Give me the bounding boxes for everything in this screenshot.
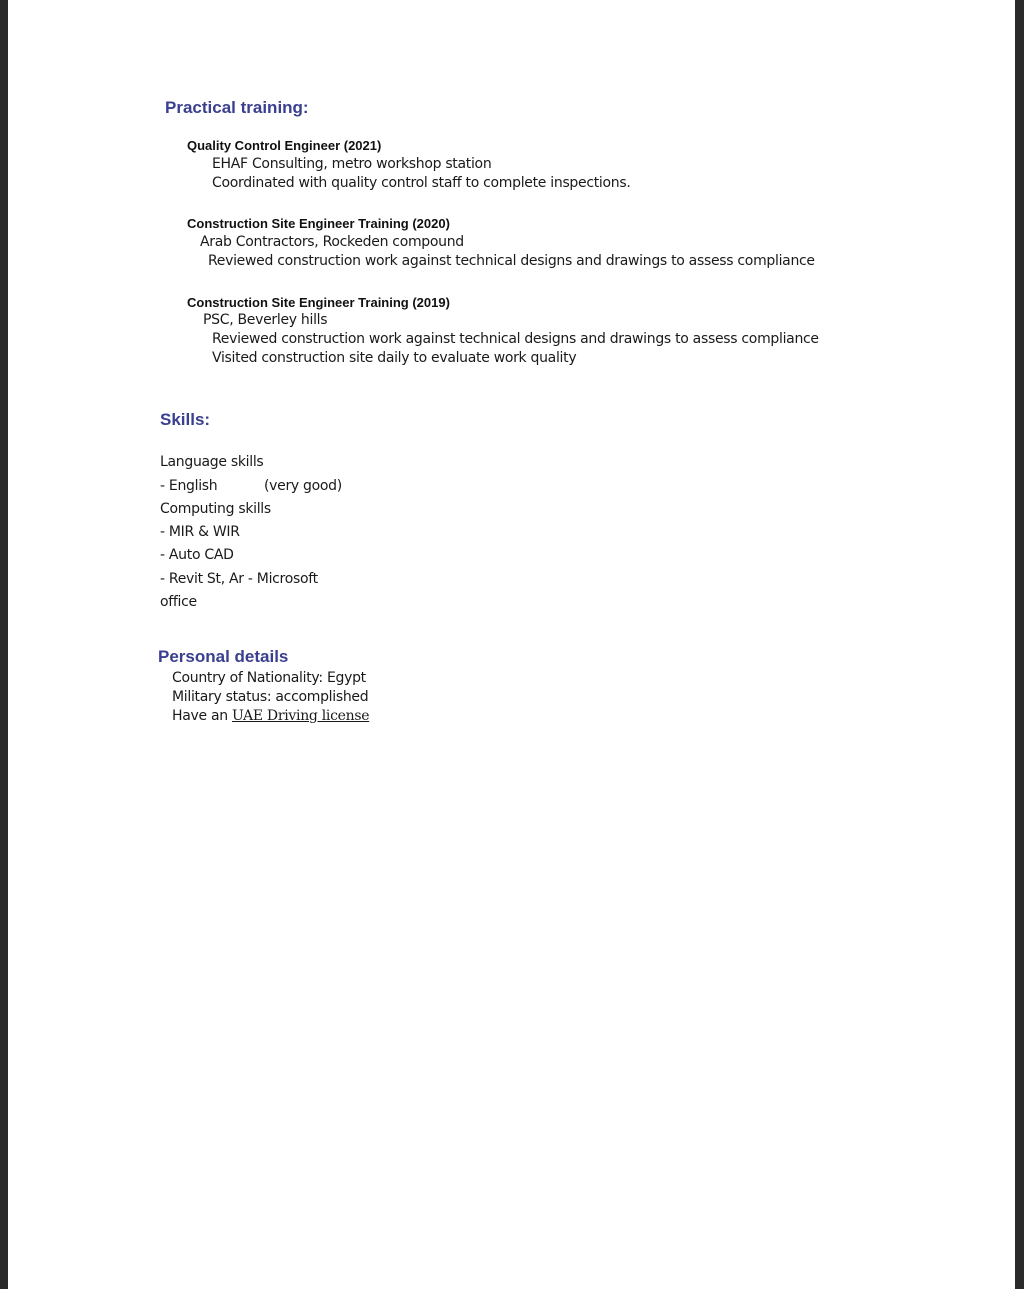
computing-skills-label: Computing skills [160, 501, 271, 517]
military-status-text: Military status: accomplished [172, 689, 369, 705]
training-company-1: EHAF Consulting, metro workshop station [212, 156, 492, 172]
skill-item: - Revit St, Ar - Microsoft [160, 571, 318, 587]
training-company-2: Arab Contractors, Rockeden compound [200, 234, 464, 250]
training-detail-3b: Visited construction site daily to evaluate work quality [212, 350, 577, 366]
practical-training-heading: Practical training: [165, 98, 309, 117]
training-company-3: PSC, Beverley hills [203, 312, 328, 328]
training-title-3: Construction Site Engineer Training (2019) [187, 295, 450, 310]
nationality-text: Country of Nationality: Egypt [172, 670, 366, 686]
skill-english-level: (very good) [264, 478, 342, 494]
training-title-1: Quality Control Engineer (2021) [187, 138, 382, 153]
training-detail-3a: Reviewed construction work against technical designs and drawings to assess compliance [212, 331, 819, 347]
training-detail-2a: Reviewed construction work against technical designs and drawings to assess compliance [208, 253, 815, 269]
uae-driving-license-link[interactable]: UAE Driving license [231, 708, 370, 724]
skill-item: - Auto CAD [160, 547, 234, 563]
license-line [172, 708, 369, 724]
document-page [8, 0, 1015, 1289]
training-detail-1a: Coordinated with quality control staff to complete inspections. [212, 175, 631, 191]
language-skills-label: Language skills [160, 454, 264, 470]
skill-item: - MIR & WIR [160, 524, 240, 540]
personal-details-heading: Personal details [158, 647, 289, 666]
skill-english: - English [160, 478, 218, 494]
skills-heading: Skills: [160, 410, 211, 429]
training-title-2: Construction Site Engineer Training (2020) [187, 216, 450, 231]
license-prefix: Have an [172, 708, 228, 724]
skill-item: office [160, 594, 197, 610]
